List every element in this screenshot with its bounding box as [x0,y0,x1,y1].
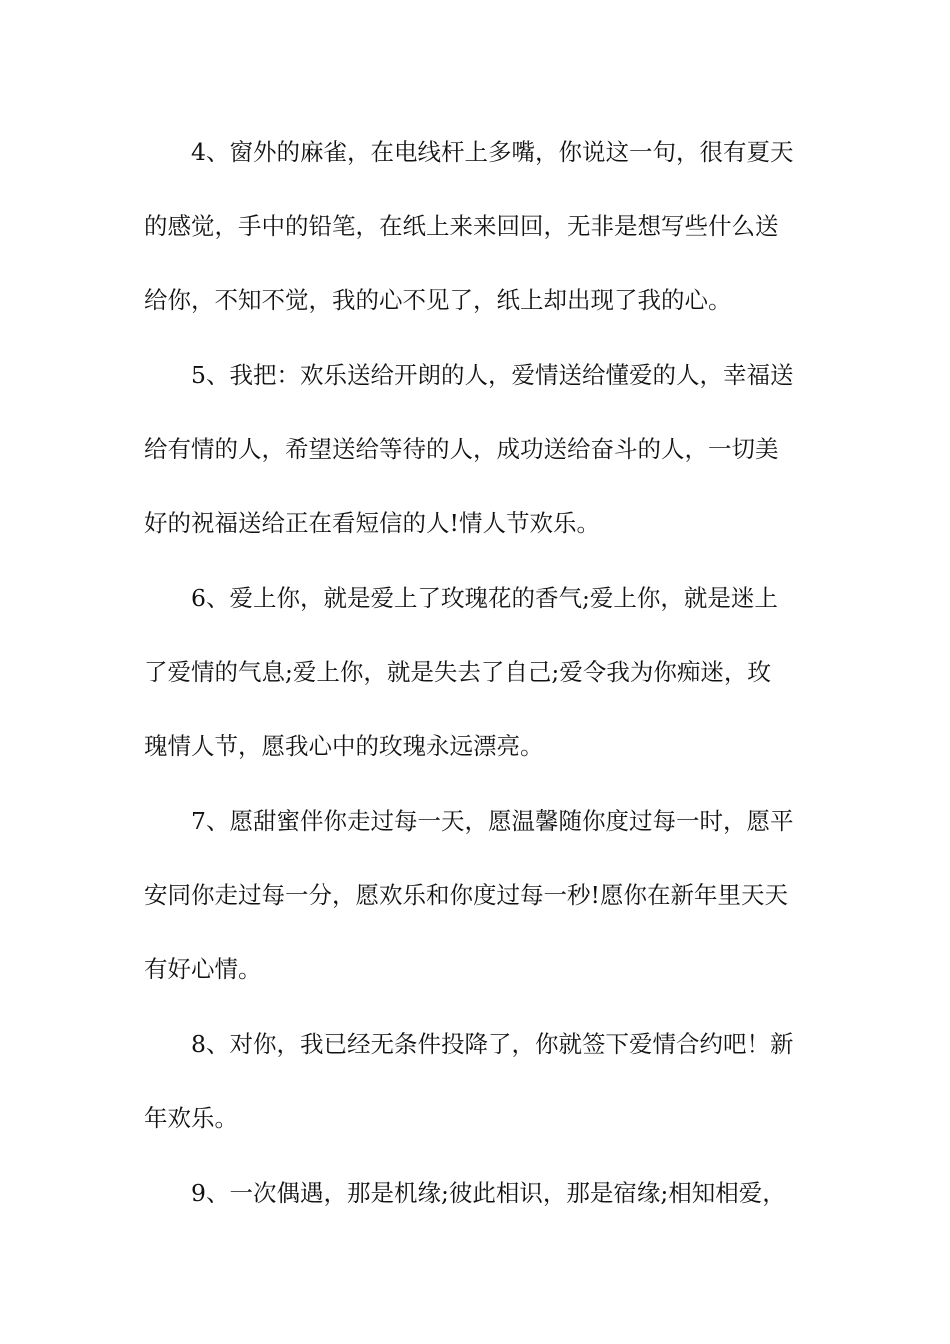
text-line: 8、对你，我已经无条件投降了，你就签下爱情合约吧！新 [191,1030,794,1058]
text-line: 9、一次偶遇，那是机缘;彼此相识，那是宿缘;相知相爱， [191,1179,786,1207]
text-line: 7、愿甜蜜伴你走过每一天，愿温馨随你度过每一时，愿平 [191,807,794,835]
text-line: 5、我把：欢乐送给开朗的人，爱情送给懂爱的人，幸福送 [191,361,794,389]
text-line: 瑰情人节，愿我心中的玫瑰永远漂亮。 [144,732,544,760]
text-line: 了爱情的气息;爱上你，就是失去了自己;爱令我为你痴迷，玫 [144,658,771,686]
text-line: 好的祝福送给正在看短信的人!情人节欢乐。 [144,509,600,537]
text-line: 给有情的人，希望送给等待的人，成功送给奋斗的人，一切美 [144,435,779,463]
text-line: 4、窗外的麻雀，在电线杆上多嘴，你说这一句，很有夏天 [191,138,794,166]
text-line: 年欢乐。 [144,1104,238,1132]
text-line: 给你，不知不觉，我的心不见了，纸上却出现了我的心。 [144,286,732,314]
text-line: 的感觉，手中的铅笔，在纸上来来回回，无非是想写些什么送 [144,212,779,240]
text-line: 6、爱上你，就是爱上了玫瑰花的香气;爱上你，就是迷上 [191,584,778,612]
text-line: 安同你走过每一分，愿欢乐和你度过每一秒!愿你在新年里天天 [144,881,788,909]
text-line: 有好心情。 [144,955,262,983]
